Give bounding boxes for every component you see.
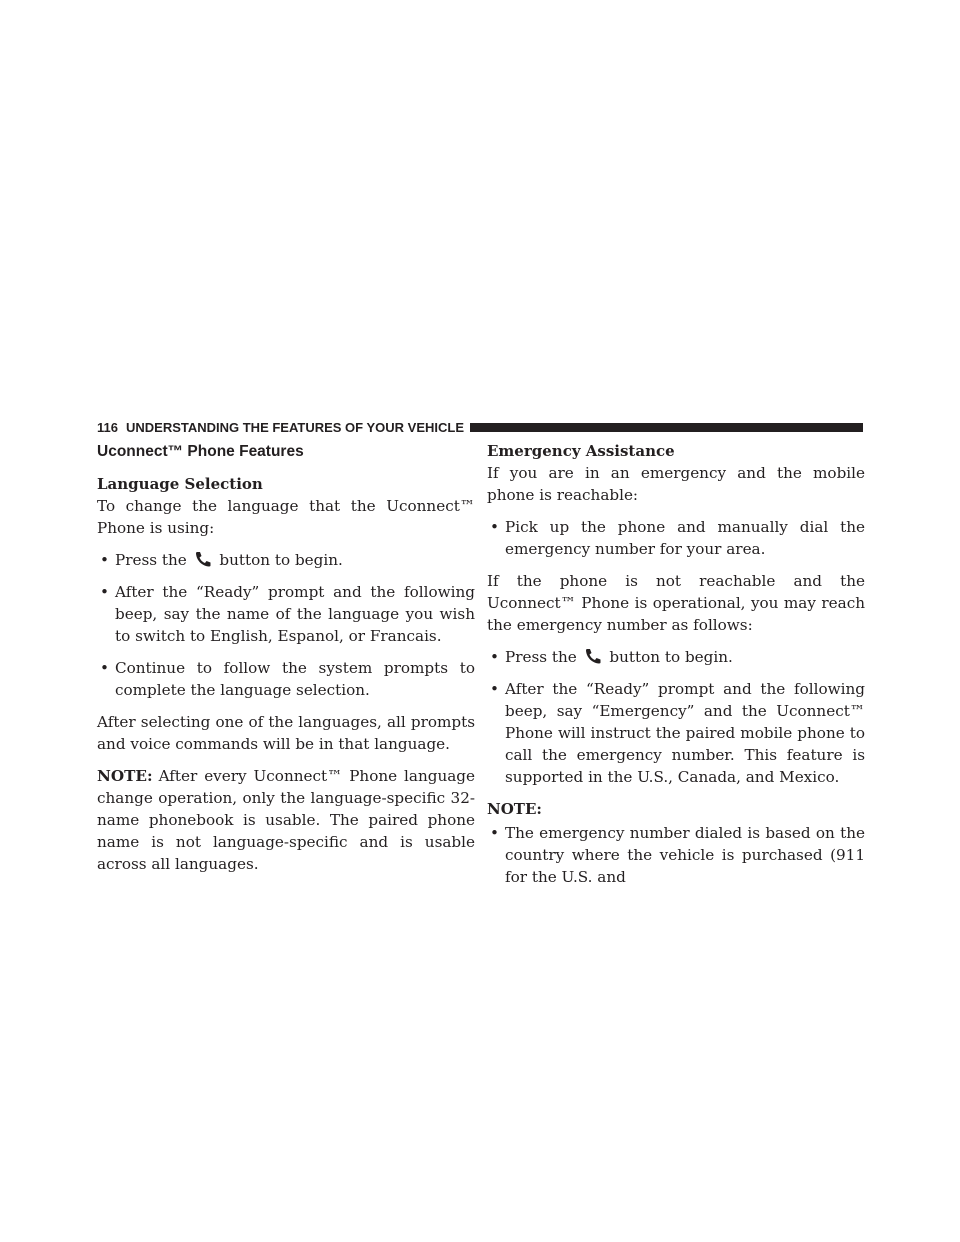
list-item: • The emergency number dialed is based on the country where the vehicle is purchased (911 for the U.S. and (490, 824, 865, 886)
list-item: • Pick up the phone and manually dial the emergency number for your area. (490, 518, 865, 558)
emergency-paragraph: If the phone is not reachable and the Uconnect™ Phone is operational, you may reach the emergency number as follows: (487, 572, 865, 634)
emergency-assistance-heading: Emergency Assistance (487, 442, 675, 460)
list-item: • After the “Ready” prompt and the following beep, say “Emergency” and the Uconnect™ Phone will instruct the paired mobile phone to call the emergency number. This feature is supported in the U.S., Canada, and Mexico. (490, 680, 865, 786)
page-header (97, 418, 863, 436)
list-item: • After the “Ready” prompt and the following beep, say the name of the language you wish to switch to English, Espanol, or Francais. (100, 583, 475, 645)
note-text: After every Uconnect™ Phone language change operation, only the language-specific 32-name phonebook is usable. The paired phone name is not language-specific and is usable across all languages. (97, 767, 475, 873)
phone-handset-icon (584, 648, 602, 664)
note-paragraph (97, 765, 475, 875)
left-column (97, 440, 475, 885)
header-rule (470, 423, 863, 432)
page-number: 116 (97, 419, 118, 435)
right-column (487, 440, 865, 898)
emergency-intro: If you are in an emergency and the mobile phone is reachable: (487, 464, 865, 504)
language-intro: To change the language that the Uconnect™ Phone is using: (97, 497, 475, 537)
section-title: UNDERSTANDING THE FEATURES OF YOUR VEHICLE (125, 419, 465, 435)
note-label: NOTE: (97, 767, 153, 785)
note-label: NOTE: (487, 800, 542, 818)
list-item: • Press the button to begin. (490, 648, 733, 666)
list-item: • Press the button to begin. (100, 551, 343, 569)
language-selection-heading: Language Selection (97, 475, 263, 493)
section-heading: Uconnect™ Phone Features (97, 443, 304, 460)
phone-handset-icon (194, 551, 212, 567)
list-item: • Continue to follow the system prompts to complete the language selection. (100, 659, 475, 699)
language-paragraph: After selecting one of the languages, all prompts and voice commands will be in that language. (97, 713, 475, 753)
